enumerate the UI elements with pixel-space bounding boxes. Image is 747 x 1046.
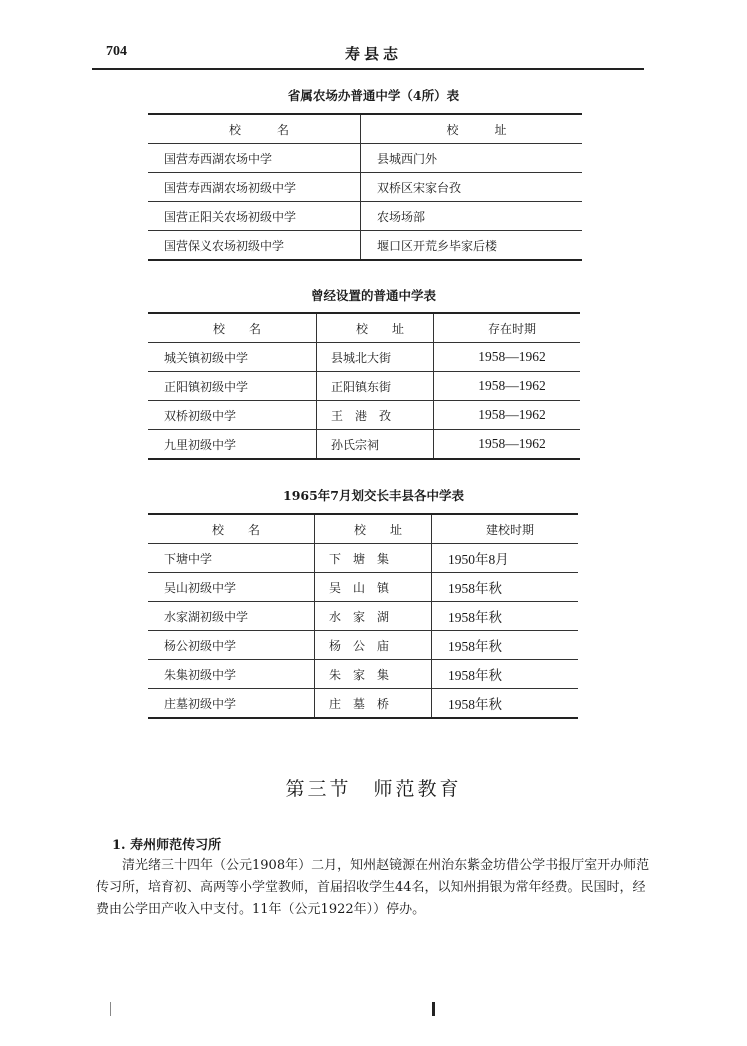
table-row: [148, 430, 580, 460]
cell: 1950年8月: [432, 544, 579, 573]
cell: 孙氏宗祠: [317, 430, 434, 460]
header-cell: 校 名: [148, 313, 317, 343]
header-cell: 校 址: [315, 514, 432, 544]
page-number: 704: [106, 44, 127, 59]
cell: 县城北大街: [317, 343, 434, 372]
cell: 1958—1962: [434, 401, 581, 430]
header-cell: 校 址: [361, 114, 583, 144]
cell: 双桥区宋家台孜: [361, 173, 583, 202]
table-row: [148, 631, 578, 660]
cell: 杨公初级中学: [148, 631, 315, 660]
cell: 正阳镇初级中学: [148, 372, 317, 401]
table-row: [148, 343, 580, 372]
cell: 国营寿西湖农场初级中学: [148, 173, 361, 202]
cell: 庄 墓 桥: [315, 689, 432, 719]
header-cell: 存在时期: [434, 313, 581, 343]
table-header-row: [148, 313, 580, 343]
cell: 国营寿西湖农场中学: [148, 144, 361, 173]
table-header-row: [148, 514, 578, 544]
table-row: [148, 602, 578, 631]
scan-mark: [110, 1002, 111, 1016]
cell: 双桥初级中学: [148, 401, 317, 430]
cell: 吴山初级中学: [148, 573, 315, 602]
cell: 1958年秋: [432, 602, 579, 631]
header-cell: 校 名: [148, 114, 361, 144]
cell: 吴 山 镇: [315, 573, 432, 602]
table-row: [148, 660, 578, 689]
cell: 1958年秋: [432, 573, 579, 602]
table-row: [148, 372, 580, 401]
cell: 水 家 湖: [315, 602, 432, 631]
section-title: 第三节 师范教育: [285, 778, 462, 800]
table-row: [148, 231, 582, 261]
cell: 1958—1962: [434, 343, 581, 372]
table-row: [148, 173, 582, 202]
table2-caption: 曾经设置的普通中学表: [310, 288, 436, 303]
table1-caption: 省属农场办普通中学（4所）表: [287, 88, 460, 103]
cell: 王 港 孜: [317, 401, 434, 430]
table-farm-schools: [148, 113, 582, 261]
cell: 1958年秋: [432, 689, 579, 719]
subheading: 1. 寿州师范传习所: [112, 838, 222, 853]
cell: 国营保义农场初级中学: [148, 231, 361, 261]
cell: 正阳镇东街: [317, 372, 434, 401]
cell: 水家湖初级中学: [148, 602, 315, 631]
cell: 杨 公 庙: [315, 631, 432, 660]
table-row: [148, 202, 582, 231]
cell: 1958—1962: [434, 372, 581, 401]
table-row: [148, 544, 578, 573]
table-transferred-schools: [148, 513, 578, 719]
scan-mark: [432, 1002, 435, 1016]
book-title: 寿县志: [344, 45, 402, 63]
cell: 国营正阳关农场初级中学: [148, 202, 361, 231]
table-row: [148, 689, 578, 719]
cell: 下 塘 集: [315, 544, 432, 573]
table-former-schools: [148, 312, 580, 460]
body-paragraph: 清光绪三十四年（公元1908年）二月，知州赵镜源在州治东紫金坊借公学书报厅室开办师范传习所，培育初、高两等小学堂教师，首届招收学生44名，以知州捐银为常年经费。民国时，经费由公学田产收入中支付。11年（公元1922年））停办。: [96, 858, 650, 917]
header-rule: [92, 68, 644, 70]
table-header-row: [148, 114, 582, 144]
cell: 九里初级中学: [148, 430, 317, 460]
cell: 堰口区开荒乡毕家后楼: [361, 231, 583, 261]
header-cell: 校 名: [148, 514, 315, 544]
table-row: [148, 401, 580, 430]
cell: 朱 家 集: [315, 660, 432, 689]
table3-caption: 1965年7月划交长丰县各中学表: [283, 488, 464, 503]
cell: 城关镇初级中学: [148, 343, 317, 372]
table-row: [148, 573, 578, 602]
header-cell: 校 址: [317, 313, 434, 343]
table-row: [148, 144, 582, 173]
cell: 农场场部: [361, 202, 583, 231]
cell: 1958年秋: [432, 631, 579, 660]
cell: 下塘中学: [148, 544, 315, 573]
cell: 1958—1962: [434, 430, 581, 460]
header-cell: 建校时期: [432, 514, 579, 544]
cell: 1958年秋: [432, 660, 579, 689]
cell: 县城西门外: [361, 144, 583, 173]
cell: 朱集初级中学: [148, 660, 315, 689]
cell: 庄墓初级中学: [148, 689, 315, 719]
